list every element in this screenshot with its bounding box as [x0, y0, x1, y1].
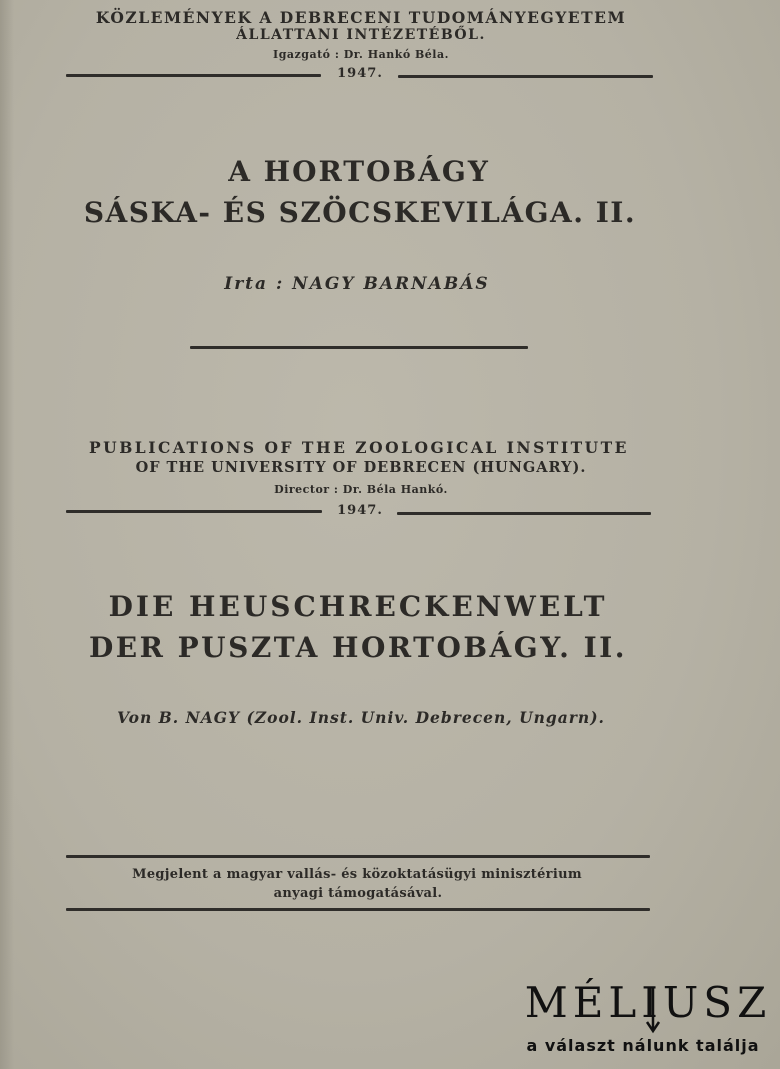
- english-series-line1: PUBLICATIONS OF THE ZOOLOGICAL INSTITUTE: [89, 438, 629, 457]
- watermark-brand: MÉLIUSZ: [524, 978, 772, 1027]
- header-rule-right: [398, 75, 653, 78]
- footer-note-line1: Megjelent a magyar vallás- és közoktatásügyi minisztérium: [132, 867, 582, 882]
- footer-note-line2: anyagi támogatásával.: [273, 886, 443, 901]
- english-series-line2: OF THE UNIVERSITY OF DEBRECEN (HUNGARY).: [135, 459, 587, 476]
- english-rule-right: [397, 512, 651, 515]
- german-title-line2: DER PUSZTA HORTOBÁGY. II.: [88, 631, 628, 664]
- german-title-line1: DIE HEUSCHRECKENWELT: [108, 590, 608, 623]
- header-rule-left: [66, 74, 321, 77]
- english-director: Director : Dr. Béla Hankó.: [274, 483, 448, 496]
- meliusz-watermark: [508, 978, 780, 1069]
- footer-rule-top: [66, 855, 650, 858]
- english-year: 1947.: [337, 503, 383, 518]
- hungarian-director: Igazgató : Dr. Hankó Béla.: [273, 48, 449, 61]
- german-author: Von B. NAGY (Zool. Inst. Univ. Debrecen, Ungarn).: [117, 708, 605, 727]
- hungarian-author: Irta : NAGY BARNABÁS: [224, 274, 490, 294]
- middle-divider: [190, 346, 528, 349]
- footer-rule-bottom: [66, 908, 650, 911]
- hungarian-title-line2: SÁSKA- ÉS SZÖCSKEVILÁGA. II.: [83, 196, 637, 229]
- hungarian-year: 1947.: [337, 66, 383, 81]
- english-rule-left: [66, 510, 322, 513]
- watermark-tagline: a választ nálunk találja: [526, 1036, 760, 1055]
- hungarian-series-line1: KÖZLEMÉNYEK A DEBRECENI TUDOMÁNYEGYETEM: [95, 8, 627, 27]
- hungarian-series-line2: ÁLLATTANI INTÉZETÉBŐL.: [236, 27, 486, 43]
- down-arrow-icon: [645, 986, 661, 1034]
- hungarian-title-line1: A HORTOBÁGY: [228, 155, 490, 188]
